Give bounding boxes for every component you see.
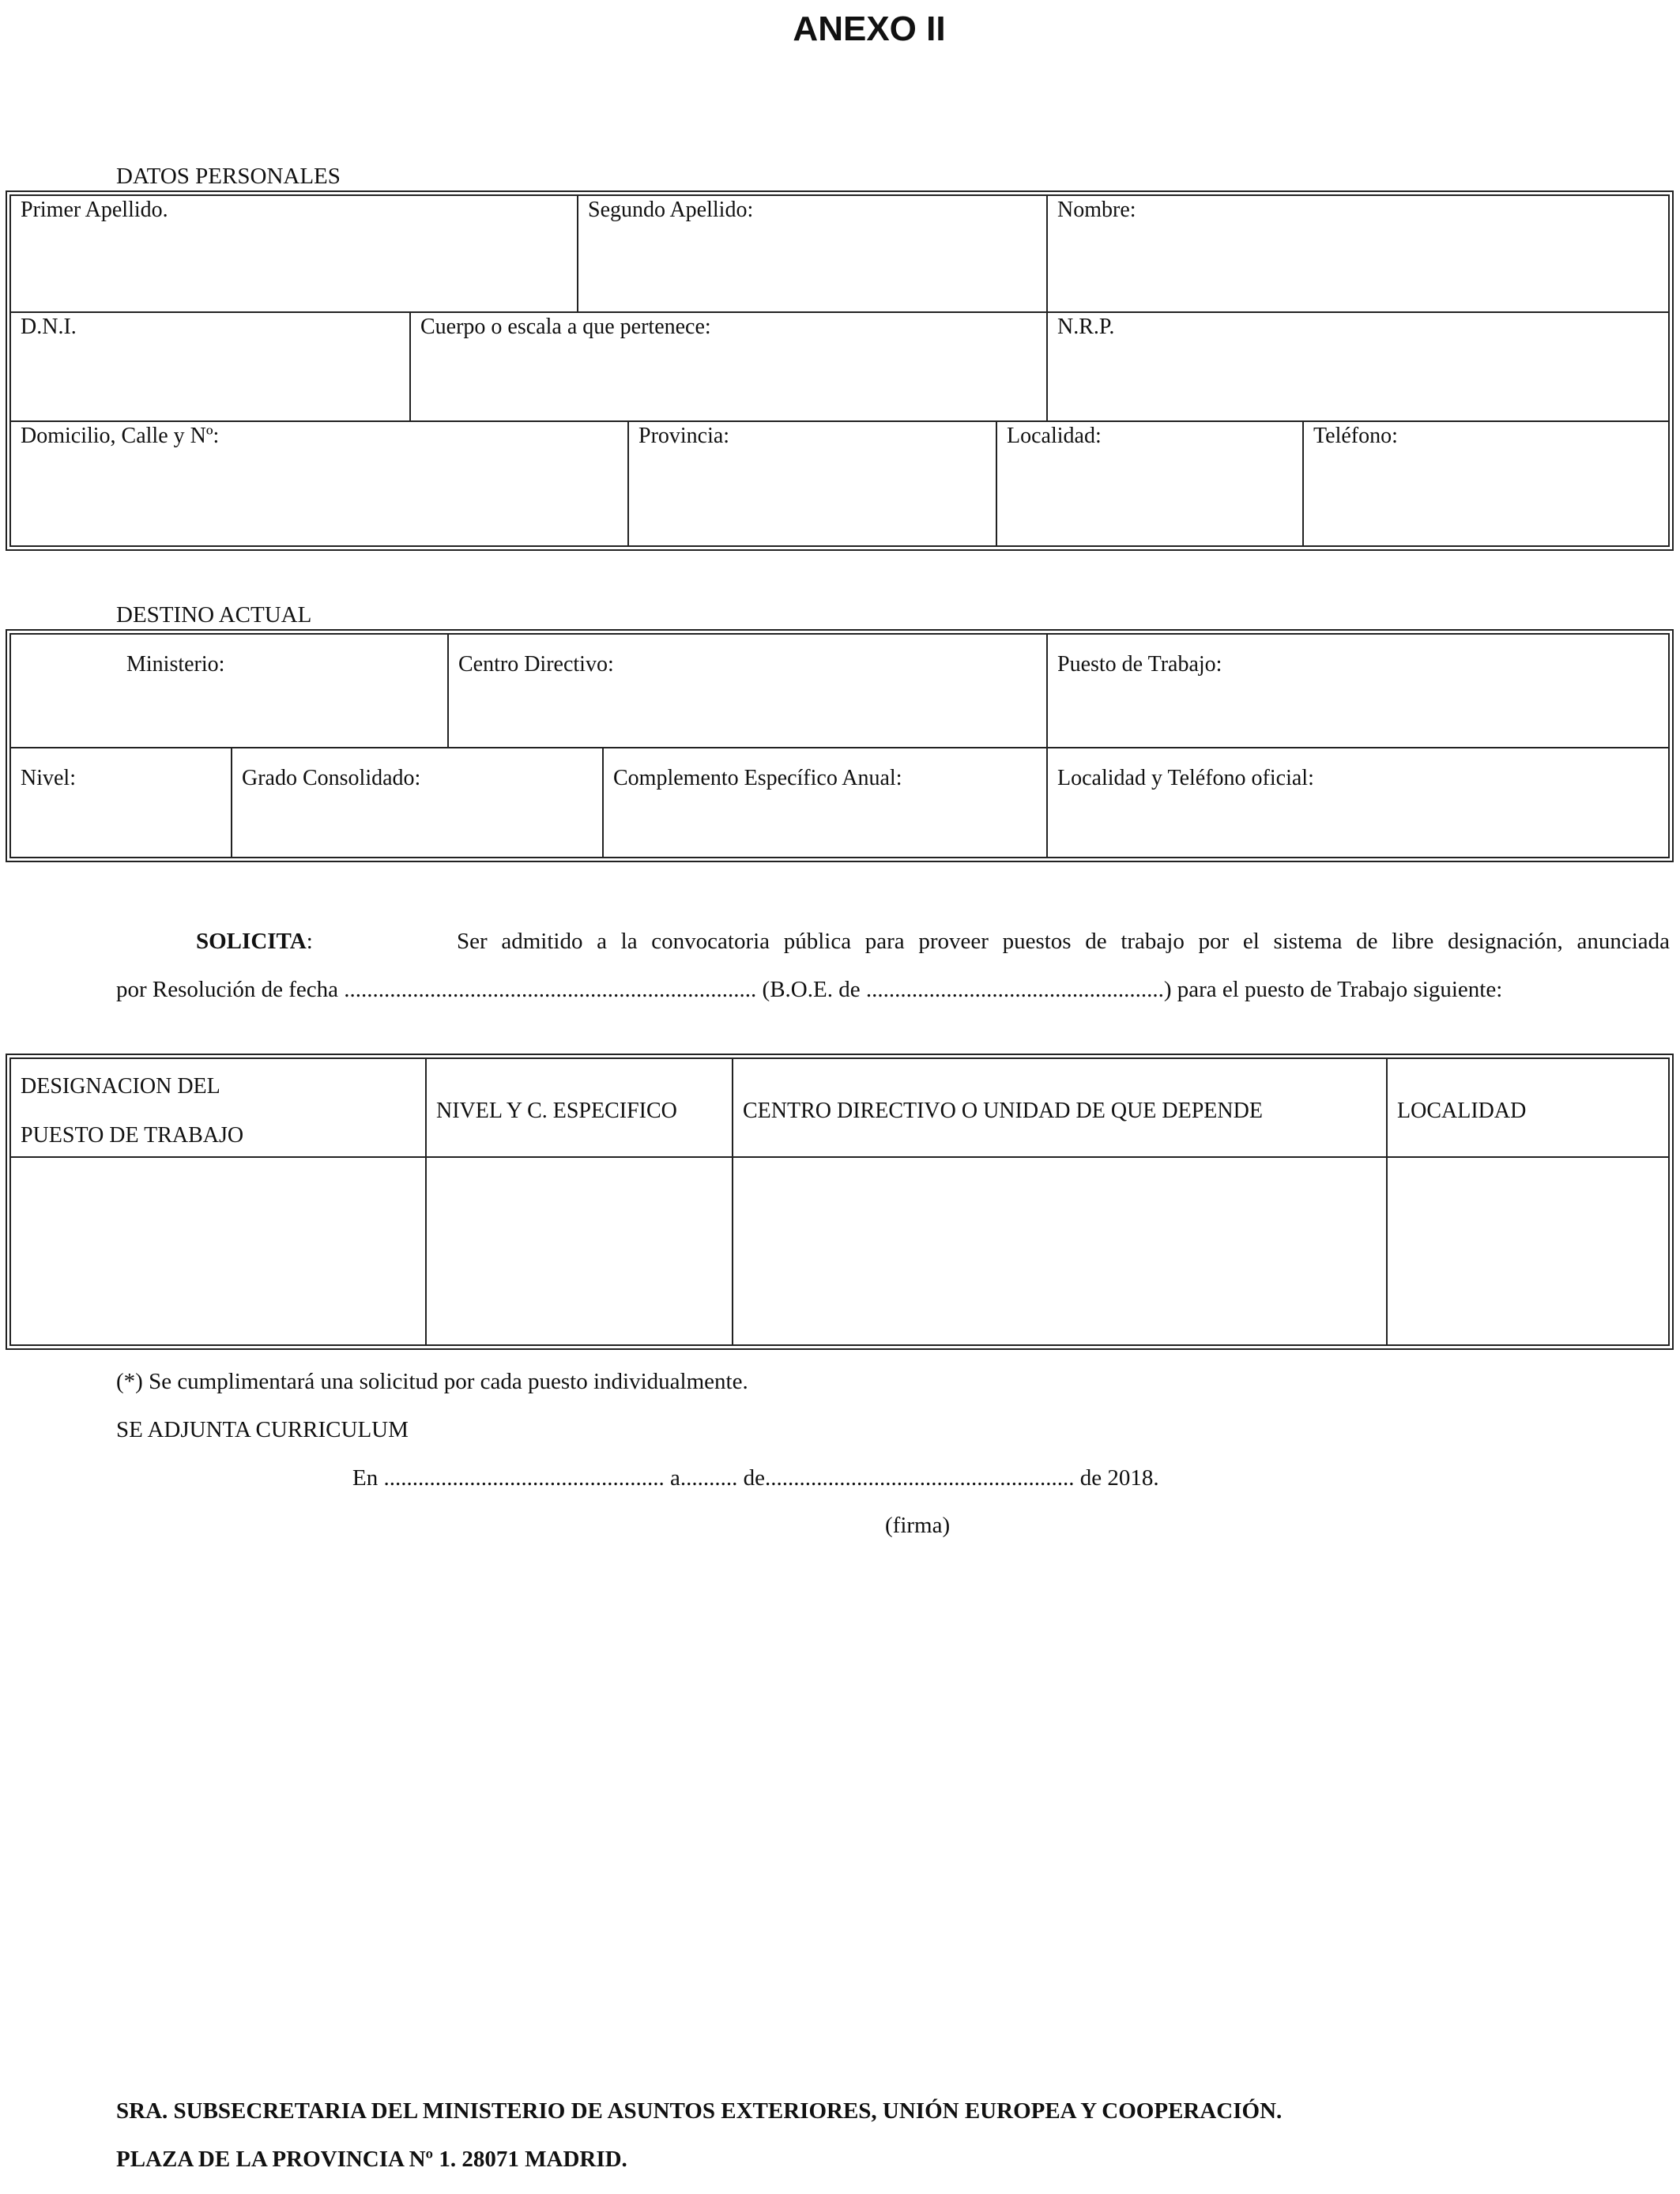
fecha-line: En ................................................. a.......... de...................................................... de 2018. <box>352 1465 1159 1491</box>
header-designacion-line-1: DESIGNACION DEL <box>21 1074 220 1099</box>
centro-directivo-label: Centro Directivo: <box>458 652 614 677</box>
centro-directivo-field[interactable] <box>449 650 1046 747</box>
centro-input-cell[interactable] <box>733 1158 1386 1344</box>
complemento-especifico-field[interactable] <box>604 764 1046 857</box>
localidad-input-cell[interactable] <box>1388 1158 1668 1344</box>
grado-consolidado-field[interactable] <box>232 764 602 857</box>
primer-apellido-field[interactable] <box>11 196 577 311</box>
complemento-especifico-label: Complemento Específico Anual: <box>613 766 902 790</box>
cuerpo-escala-field[interactable] <box>411 313 1046 420</box>
nivel-input-cell[interactable] <box>427 1158 732 1344</box>
telefono-field[interactable] <box>1304 422 1668 545</box>
cuerpo-escala-label: Cuerpo o escala a que pertenece: <box>420 315 711 339</box>
header-localidad: LOCALIDAD <box>1397 1099 1527 1123</box>
header-nivel: NIVEL Y C. ESPECIFICO <box>436 1099 677 1123</box>
nivel-label: Nivel: <box>21 766 76 790</box>
header-designacion <box>11 1073 425 1156</box>
datos-personales-table <box>9 194 1670 547</box>
localidad-telefono-oficial-label: Localidad y Teléfono oficial: <box>1057 766 1314 790</box>
row-divider <box>11 747 1668 748</box>
note-text: (*) Se cumplimentará una solicitud por cada puesto individualmente. <box>116 1369 748 1394</box>
header-centro-directivo: CENTRO DIRECTIVO O UNIDAD DE QUE DEPENDE <box>743 1099 1263 1123</box>
nrp-field[interactable] <box>1048 313 1668 420</box>
solicita-label <box>196 929 313 955</box>
localidad-field[interactable] <box>997 422 1302 545</box>
localidad-label: Localidad: <box>1007 424 1102 448</box>
telefono-label: Teléfono: <box>1313 424 1398 448</box>
firma-label: (firma) <box>885 1513 951 1538</box>
designacion-input-cell[interactable] <box>11 1158 425 1344</box>
puesto-trabajo-field[interactable] <box>1048 650 1668 747</box>
ministerio-field[interactable] <box>11 650 447 747</box>
puesto-trabajo-label: Puesto de Trabajo: <box>1057 652 1222 677</box>
dni-field[interactable] <box>11 313 409 420</box>
destino-actual-table <box>9 633 1670 858</box>
footer-address: PLAZA DE LA PROVINCIA Nº 1. 28071 MADRID. <box>116 2147 627 2172</box>
segundo-apellido-label: Segundo Apellido: <box>588 198 754 222</box>
dni-label: D.N.I. <box>21 315 77 339</box>
localidad-telefono-oficial-field[interactable] <box>1048 764 1668 857</box>
destino-actual-heading: DESTINO ACTUAL <box>116 602 312 628</box>
datos-personales-heading: DATOS PERSONALES <box>116 164 341 189</box>
solicita-line-1: Ser admitido a la convocatoria pública para proveer puestos de trabajo por el sistema de libre designación, anunciada <box>457 929 1670 954</box>
solicita-colon: : <box>306 929 313 954</box>
grado-consolidado-label: Grado Consolidado: <box>242 766 421 790</box>
page-title: ANEXO II <box>793 9 946 48</box>
nrp-label: N.R.P. <box>1057 315 1115 339</box>
domicilio-label: Domicilio, Calle y Nº: <box>21 424 220 448</box>
solicita-line-2: por Resolución de fecha ........................................................................ (B.O.E. de ....................................................) para el puesto de Trabajo siguiente: <box>116 977 1503 1002</box>
domicilio-field[interactable] <box>11 422 627 545</box>
provincia-label: Provincia: <box>638 424 730 448</box>
nivel-field[interactable] <box>11 764 231 857</box>
solicita-word: SOLICITA <box>196 929 307 954</box>
provincia-field[interactable] <box>629 422 996 545</box>
primer-apellido-label: Primer Apellido. <box>21 198 168 222</box>
ministerio-label: Ministerio: <box>126 652 225 677</box>
footer-addressee: SRA. SUBSECRETARIA DEL MINISTERIO DE ASUNTOS EXTERIORES, UNIÓN EUROPEA Y COOPERACIÓN. <box>116 2098 1283 2124</box>
puesto-table <box>9 1057 1670 1346</box>
adjunta-curriculum: SE ADJUNTA CURRICULUM <box>116 1417 409 1442</box>
segundo-apellido-field[interactable] <box>578 196 1046 311</box>
nombre-field[interactable] <box>1048 196 1668 311</box>
header-designacion-line-2: PUESTO DE TRABAJO <box>21 1123 244 1148</box>
nombre-label: Nombre: <box>1057 198 1136 222</box>
